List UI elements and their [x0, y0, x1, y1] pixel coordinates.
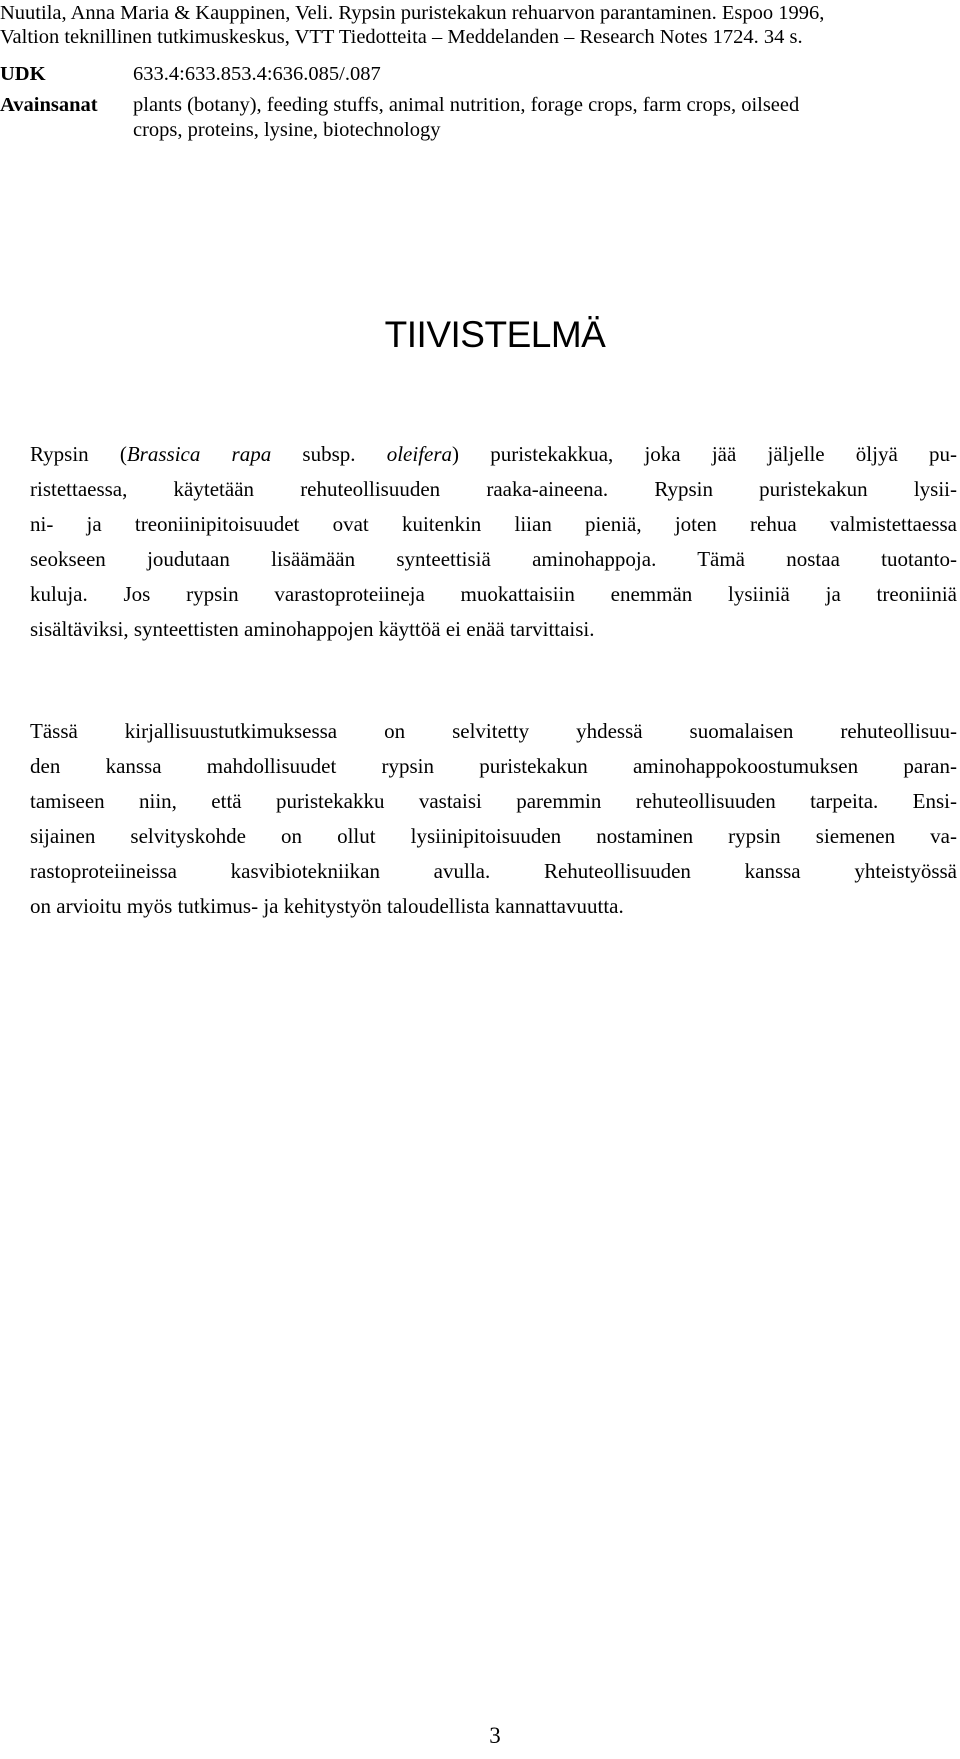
- udk-label: UDK: [0, 63, 46, 85]
- keywords-value-line-1: plants (botany), feeding stuffs, animal nutrition, forage crops, farm crops, oilseed: [133, 94, 800, 116]
- paragraph-1-line-5: kuluja. Jos rypsin varastoproteiineja muokattaisiin enemmän lysiiniä ja treoniiniä: [30, 582, 957, 606]
- bibliographic-reference-line-2: Valtion teknillinen tutkimuskeskus, VTT Tiedotteita – Meddelanden – Research Notes 1724. 34 s.: [0, 26, 803, 48]
- paragraph-1-line-2: ristettaessa, käytetään rehuteollisuuden raaka-aineena. Rypsin puristekakun lysii-: [30, 477, 957, 501]
- paragraph-2-line-2: den kanssa mahdollisuudet rypsin puristekakun aminohappokoostumuksen paran-: [30, 754, 957, 778]
- paragraph-2-line-3: tamiseen niin, että puristekakku vastaisi paremmin rehuteollisuuden tarpeita. Ensi-: [30, 789, 957, 813]
- species-name: Brassica rapa: [126, 442, 272, 466]
- paragraph-1-line-6: sisältäviksi, synteettisten aminohappojen käyttöä ei enää tarvittaisi.: [30, 617, 595, 641]
- paragraph-1-line-3: ni- ja treoniinipitoisuudet ovat kuitenkin liian pieniä, joten rehua valmistettaessa: [30, 512, 957, 536]
- subspecies-name: oleifera: [386, 442, 453, 466]
- paragraph-2-line-5: rastoproteiineissa kasvibiotekniikan avulla. Rehuteollisuuden kanssa yhteistyössä: [30, 859, 957, 883]
- paragraph-1-line-1-prefix: Rypsin (: [30, 442, 127, 466]
- paragraph-2-line-6: on arvioitu myös tutkimus- ja kehitystyön taloudellista kannattavuutta.: [30, 894, 624, 918]
- paragraph-1-line-1: [30, 440, 957, 468]
- bibliographic-reference-line-1: Nuutila, Anna Maria & Kauppinen, Veli. Rypsin puristekakun rehuarvon parantaminen. Espoo 1996,: [0, 2, 825, 24]
- abstract-heading: TIIVISTELMÄ: [384, 314, 606, 355]
- keywords-value-line-2: crops, proteins, lysine, biotechnology: [133, 119, 441, 141]
- paragraph-2-line-1: Tässä kirjallisuustutkimuksessa on selvitetty yhdessä suomalaisen rehuteollisuu-: [30, 719, 957, 743]
- paragraph-1-line-1-mid: subsp.: [271, 442, 387, 466]
- page-number: 3: [489, 1723, 501, 1748]
- paragraph-1-line-1-suffix: ) puristekakkua, joka jää jäljelle öljyä pu-: [452, 442, 957, 466]
- paragraph-1-line-4: seokseen joudutaan lisäämään synteettisiä aminohappoja. Tämä nostaa tuotanto-: [30, 547, 957, 571]
- udk-value: 633.4:633.853.4:636.085/.087: [133, 63, 381, 85]
- paragraph-2-line-4: sijainen selvityskohde on ollut lysiinipitoisuuden nostaminen rypsin siemenen va-: [30, 824, 957, 848]
- keywords-label: Avainsanat: [0, 94, 98, 116]
